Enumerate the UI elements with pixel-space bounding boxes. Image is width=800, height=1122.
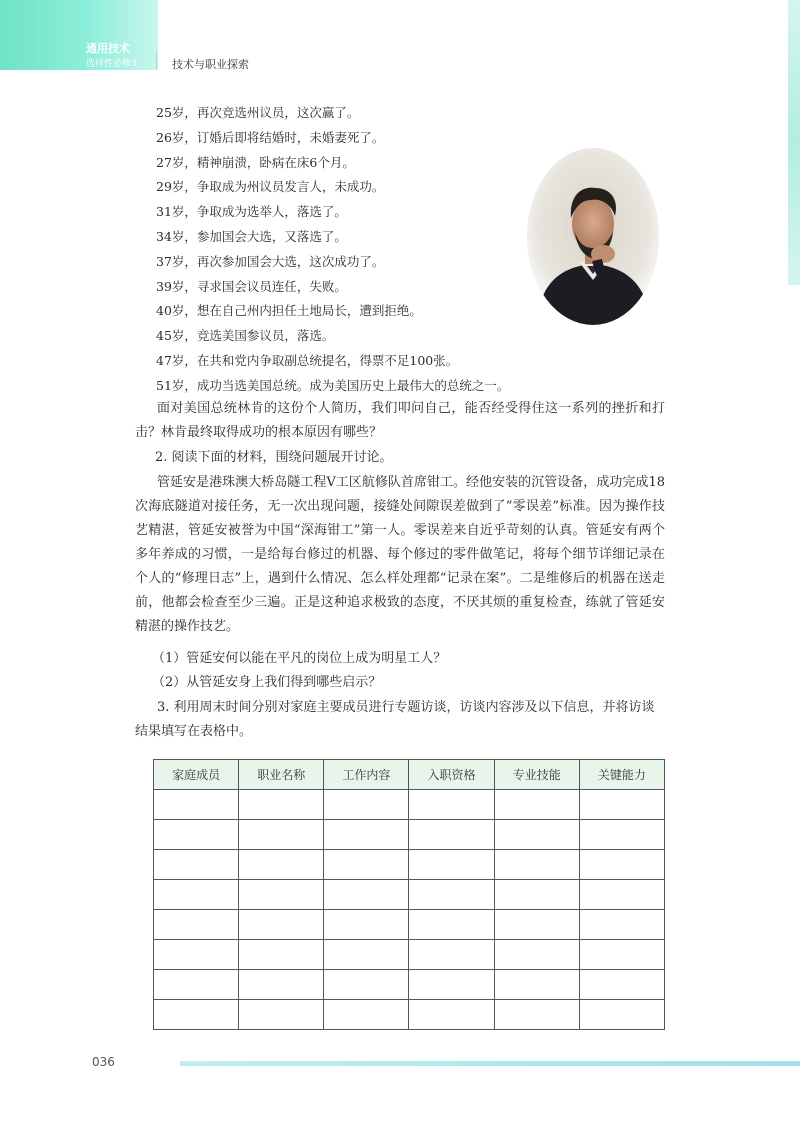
table-cell	[324, 850, 409, 880]
table-cell	[239, 790, 324, 820]
table-cell	[154, 880, 239, 910]
table-cell	[409, 880, 494, 910]
table-header-cell: 入职资格	[409, 760, 494, 790]
table-header-cell: 专业技能	[494, 760, 579, 790]
timeline-item: 25岁，再次竞选州议员，这次赢了。	[156, 105, 360, 120]
table-cell	[154, 790, 239, 820]
table-row	[154, 940, 665, 970]
table-cell	[154, 970, 239, 1000]
table-cell	[154, 1000, 239, 1030]
table-cell	[494, 970, 579, 1000]
table-cell	[579, 880, 664, 910]
table-cell	[494, 790, 579, 820]
table-cell	[154, 850, 239, 880]
table-cell	[409, 970, 494, 1000]
table-cell	[494, 880, 579, 910]
brand-title: 通用技术	[86, 42, 130, 55]
table-cell	[324, 910, 409, 940]
table-cell	[579, 940, 664, 970]
table-cell	[324, 820, 409, 850]
table-cell	[409, 790, 494, 820]
guan-yanan-paragraph: 管延安是港珠澳大桥岛隧工程V工区航修队首席钳工。经他安装的沉管设备，成功完成18次海底隧道对接任务，无一次出现问题，接缝处间隙误差做到了“零误差”标准。因为操作技艺精湛，管延安被誉为中国“深海钳工”第一人。零误差来自近乎苛刻的认真。管延安有两个多年养成的习惯，一是给每台修过的机器、每个修过的零件做笔记，将每个细节详细记录在个人的“修理日志”上，遇到什么情况、怎么样处理都“记录在案”。二是维修后的机器在送走前，他都会检查至少三遍。正是这种追求极致的态度，不厌其烦的重复检查，练就了管延安精湛的操作技艺。	[135, 475, 665, 634]
table-cell	[324, 970, 409, 1000]
table-cell	[494, 940, 579, 970]
table-cell	[154, 940, 239, 970]
table-cell	[239, 940, 324, 970]
question-1: （1）管延安何以能在平凡的岗位上成为明星工人？	[152, 651, 447, 666]
table-cell	[239, 970, 324, 1000]
timeline-item: 34岁，参加国会大选，又落选了。	[156, 228, 347, 244]
task-2-heading: 2. 阅读下面的材料，围绕问题展开讨论。	[155, 450, 393, 465]
table-cell	[239, 880, 324, 910]
table-header-cell: 工作内容	[324, 760, 409, 790]
timeline-item: 27岁，精神崩溃，卧病在床6个月。	[156, 154, 355, 170]
timeline-item: 26岁，订婚后即将结婚时，未婚妻死了。	[156, 129, 385, 145]
table-cell	[409, 820, 494, 850]
table-cell	[239, 820, 324, 850]
table-cell	[494, 1000, 579, 1030]
timeline-item: 51岁，成功当选美国总统。成为美国历史上最伟大的总统之一。	[156, 377, 510, 393]
section-title: 技术与职业探索	[172, 58, 249, 71]
table-row	[154, 970, 665, 1000]
table-cell	[494, 910, 579, 940]
timeline-item: 37岁，再次参加国会大选，这次成功了。	[156, 253, 385, 269]
family-interview-table	[153, 759, 665, 1030]
right-edge-stripe	[788, 0, 800, 285]
table-cell	[324, 880, 409, 910]
table-header-cell: 关键能力	[579, 760, 664, 790]
timeline-item: 47岁，在共和党内争取副总统提名，得票不足100张。	[156, 352, 459, 368]
table-cell	[494, 850, 579, 880]
footer-bar	[180, 1061, 800, 1066]
table-header-cell: 家庭成员	[154, 760, 239, 790]
table-cell	[324, 940, 409, 970]
brand-subtitle: 选择性必修3	[86, 59, 137, 69]
table-cell	[579, 850, 664, 880]
portrait-illustration	[527, 148, 659, 325]
header-divider	[156, 52, 157, 70]
timeline-item: 45岁，竞选美国参议员，落选。	[156, 328, 335, 344]
table-cell	[324, 790, 409, 820]
timeline-item: 40岁，想在自己州内担任土地局长，遭到拒绝。	[156, 303, 422, 319]
reflection-paragraph: 面对美国总统林肯的这份个人简历，我们叩问自己，能否经受得住这一系列的挫折和打击？林肯最终取得成功的根本原因有哪些？	[135, 401, 665, 440]
table-cell	[239, 1000, 324, 1030]
table-body	[154, 790, 665, 1030]
table-cell	[239, 910, 324, 940]
timeline-item: 39岁，寻求国会议员连任，失败。	[156, 278, 347, 294]
table-cell	[239, 850, 324, 880]
timeline-item: 31岁，争取成为选举人，落选了。	[156, 204, 347, 220]
table-row	[154, 910, 665, 940]
page-number: 036	[92, 1055, 115, 1069]
table-cell	[579, 970, 664, 1000]
table-cell	[579, 820, 664, 850]
table-cell	[409, 850, 494, 880]
table-row	[154, 850, 665, 880]
table-cell	[579, 1000, 664, 1030]
table-row	[154, 820, 665, 850]
question-2: （2）从管延安身上我们得到哪些启示？	[152, 675, 382, 690]
table-cell	[409, 1000, 494, 1030]
table-header-cell: 职业名称	[239, 760, 324, 790]
table-cell	[154, 910, 239, 940]
table-cell	[154, 820, 239, 850]
table-cell	[409, 940, 494, 970]
table-cell	[324, 1000, 409, 1030]
table-row	[154, 790, 665, 820]
table-cell	[409, 910, 494, 940]
timeline-item: 29岁，争取成为州议员发言人，未成功。	[156, 179, 385, 195]
table-row	[154, 880, 665, 910]
task-3-heading: 3. 利用周末时间分别对家庭主要成员进行专题访谈，访谈内容涉及以下信息，并将访谈结果填写在表格中。	[135, 700, 655, 739]
table-row	[154, 1000, 665, 1030]
table-cell	[494, 820, 579, 850]
table-header-row	[154, 760, 665, 790]
table-cell	[579, 910, 664, 940]
lincoln-portrait	[527, 148, 659, 325]
table-cell	[579, 790, 664, 820]
